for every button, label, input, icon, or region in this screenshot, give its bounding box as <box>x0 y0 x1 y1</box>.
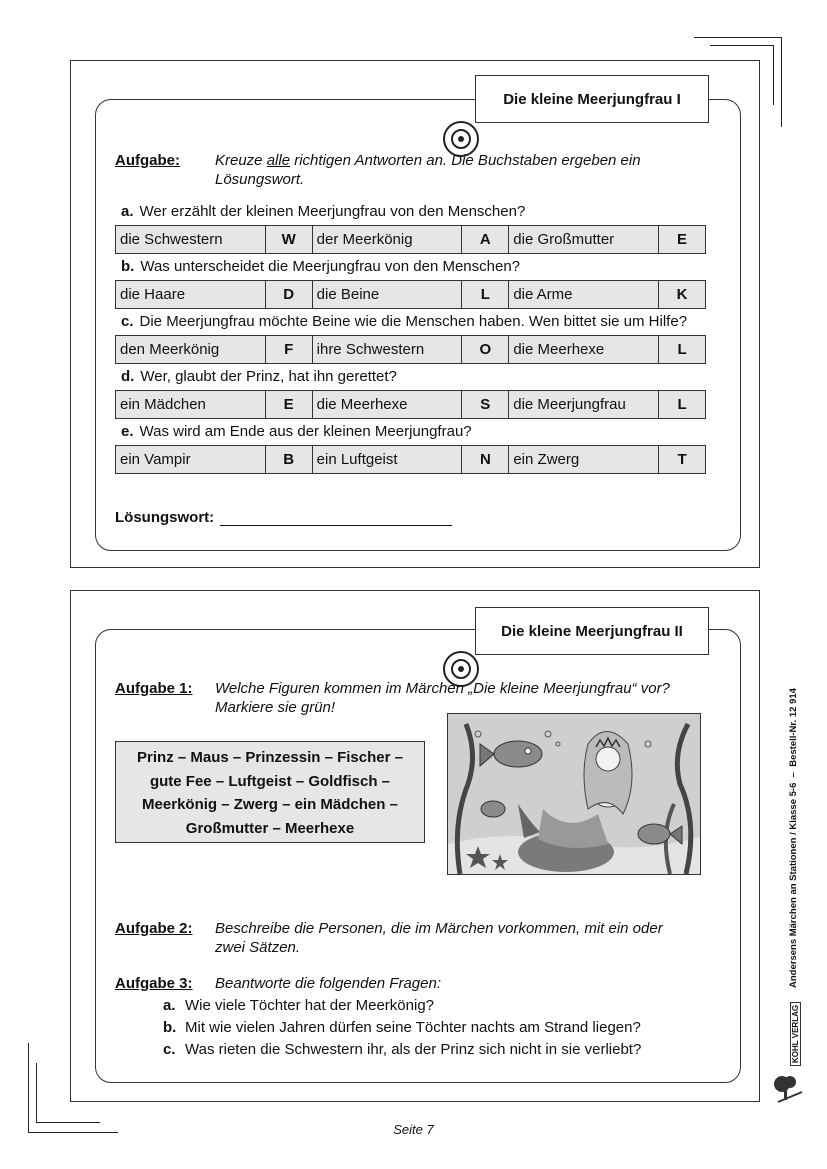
answer-letter[interactable]: S <box>462 391 509 419</box>
answer-row <box>115 390 706 419</box>
answer-letter[interactable]: W <box>265 226 312 254</box>
answer-option[interactable]: die Haare <box>116 281 266 309</box>
answer-letter[interactable]: B <box>265 446 312 474</box>
question-label: c. Die Meerjungfrau möchte Beine wie die Menschen haben. Wen bittet sie um Hilfe? <box>121 313 688 330</box>
answer-option[interactable]: ihre Schwestern <box>312 336 462 364</box>
answer-letter[interactable]: D <box>265 281 312 309</box>
question-label: b. Was unterscheidet die Meerjungfrau von den Menschen? <box>121 258 521 275</box>
answer-option[interactable]: die Beine <box>312 281 462 309</box>
answer-letter[interactable]: L <box>659 336 706 364</box>
answer-option[interactable]: der Meerkönig <box>312 226 462 254</box>
answer-option[interactable]: die Meerhexe <box>312 391 462 419</box>
list-item: c. Was rieten die Schwestern ihr, als der Prinz sich nicht in sie verliebt? <box>163 1041 642 1058</box>
solution-label: Lösungswort: <box>115 509 215 526</box>
answer-letter[interactable]: T <box>659 446 706 474</box>
question-label: a. Wer erzählt der kleinen Meerjungfrau von den Menschen? <box>121 203 526 220</box>
answer-row <box>115 335 706 364</box>
answer-letter[interactable]: F <box>265 336 312 364</box>
answer-letter[interactable]: O <box>462 336 509 364</box>
figures-line[interactable]: Meerkönig – Zwerg – ein Mädchen – <box>142 796 398 813</box>
solution-input-line[interactable] <box>220 510 452 526</box>
mermaid-illustration <box>447 713 701 875</box>
answer-option[interactable]: die Arme <box>509 281 659 309</box>
task-3-questions <box>163 995 641 1061</box>
answer-option[interactable]: die Großmutter <box>509 226 659 254</box>
answer-letter[interactable]: E <box>265 391 312 419</box>
figures-line[interactable]: gute Fee – Luftgeist – Goldfisch – <box>149 772 391 790</box>
answer-letter[interactable]: N <box>462 446 509 474</box>
answer-row <box>115 445 706 474</box>
list-item: b. Mit wie vielen Jahren dürfen seine Töchter nachts am Strand liegen? <box>163 1019 641 1036</box>
series-text: Andersens Märchen an Stationen / Klasse 5-6 – Bestell-Nr. 12 914 <box>788 688 799 988</box>
answer-option[interactable]: die Schwestern <box>116 226 266 254</box>
answer-option[interactable]: ein Luftgeist <box>312 446 462 474</box>
page-number: Seite 7 <box>393 1122 434 1137</box>
answer-option[interactable]: ein Mädchen <box>116 391 266 419</box>
answer-option[interactable]: die Meerhexe <box>509 336 659 364</box>
answer-option[interactable]: die Meerjungfrau <box>509 391 659 419</box>
publisher-tree-icon <box>770 1074 806 1104</box>
figures-line[interactable]: Großmutter – Meerhexe <box>185 819 355 837</box>
publisher-logo-text: KOHL VERLAG <box>790 1002 801 1066</box>
task-3: Aufgabe 3: Beantworte die folgenden Fragen: <box>115 975 441 992</box>
question-label: d. Wer, glaubt der Prinz, hat ihn gerettet? <box>121 368 397 385</box>
card-1-title: Die kleine Meerjungfrau I <box>475 75 709 123</box>
solution-word <box>115 509 452 526</box>
task-label: Aufgabe <box>115 152 175 169</box>
task-text: Kreuze alle richtigen Antworten an. Die Buchstaben ergeben ein Lösungswort. <box>215 152 641 188</box>
figures-box <box>115 741 425 843</box>
answer-letter[interactable]: E <box>659 226 706 254</box>
task-2: Aufgabe 2: Beschreibe die Personen, die im Märchen vorkommen, mit ein oder zwei Sätzen. <box>115 920 663 956</box>
answer-letter[interactable]: L <box>659 391 706 419</box>
answer-letter[interactable]: L <box>462 281 509 309</box>
answer-letter[interactable]: A <box>462 226 509 254</box>
answer-option[interactable]: ein Vampir <box>116 446 266 474</box>
worksheet-card-2 <box>70 590 760 1102</box>
task-1: Aufgabe 1: Welche Figuren kommen im Märchen „Die kleine Meerjungfrau“ vor? Markiere sie grün! <box>115 680 670 716</box>
list-item: a. Wie viele Töchter hat der Meerkönig? <box>163 997 435 1014</box>
answer-row <box>115 280 706 309</box>
answer-option[interactable]: ein Zwerg <box>509 446 659 474</box>
answer-option[interactable]: den Meerkönig <box>116 336 266 364</box>
question-label: e. Was wird am Ende aus der kleinen Meerjungfrau? <box>121 423 472 440</box>
figures-line[interactable]: Prinz – Maus – Prinzessin – Fischer – <box>137 749 403 766</box>
answer-letter[interactable]: K <box>659 281 706 309</box>
worksheet-card-1 <box>70 60 760 568</box>
card-2-title: Die kleine Meerjungfrau II <box>475 607 709 655</box>
answer-row <box>115 225 706 254</box>
task-instruction: Aufgabe: Kreuze alle richtigen Antworten an. Die Buchstaben ergeben ein Lösungswort. <box>115 152 641 188</box>
